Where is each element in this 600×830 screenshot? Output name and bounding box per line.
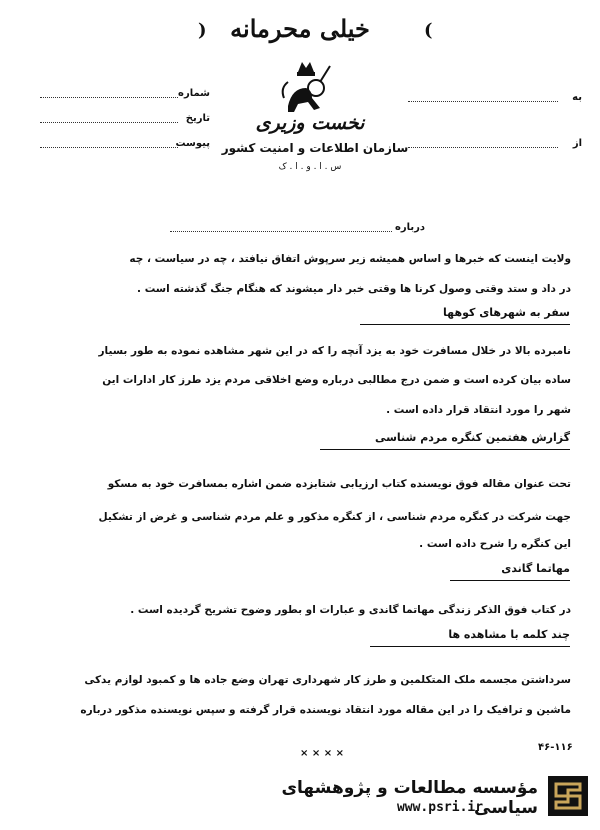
body-line: در کتاب فوق الذکر زندگی مهاتما گاندی و عبارات او بطور وضوح تشریح گردیده است . [130, 604, 571, 616]
organization-name: سازمان اطلاعات و امنیت کشور [221, 141, 409, 155]
subject-line [170, 231, 392, 232]
paren-right: ( [424, 20, 433, 41]
ministry-name: نخست وزیری [255, 112, 365, 134]
number-line [40, 97, 178, 98]
document-number: ۴۶-۱۱۶ [538, 742, 573, 753]
heading-underline [360, 324, 570, 325]
paren-left: ) [198, 20, 207, 41]
from-line [408, 147, 558, 148]
heading-underline [450, 580, 570, 581]
from-label: از [572, 138, 582, 149]
body-line: ماشین و ترافیک را در این مقاله مورد انتقاد نویسنده قرار گرفته و سپس نویسنده مذکور درباره [80, 704, 571, 716]
body-line: در داد و ستد وقتی وصول کرنا ها وقتی خبر دار میشوند که هنگام جنگ گذشته است . [137, 283, 571, 295]
classification-title: خیلی محرمانه [230, 14, 370, 43]
body-line: نامبرده بالا در خلال مسافرت خود به یزد آنچه را که در این شهر مشاهده نموده به طور بسیار [98, 345, 571, 357]
section-heading: چند کلمه با مشاهده ها [448, 628, 570, 641]
body-line: این کنگره را شرح داده است . [419, 538, 571, 550]
body-line: تحت عنوان مقاله فوق نویسنده کتاب ارزیابی شتابزده ضمن اشاره بمسافرت خود به مسکو [107, 478, 571, 490]
subject-label: درباره [395, 222, 426, 233]
body-line: ولایت اینست که خبرها و اساس همیشه زیر سرپوش اتفاق نیافتد ، چه در سیاست ، چه [129, 253, 571, 265]
date-label: تاریخ [185, 113, 210, 124]
end-stars: × × × × [300, 748, 344, 759]
attachment-line [40, 147, 178, 148]
to-line [408, 101, 558, 102]
body-line: شهر را مورد انتقاد قرار داده است . [386, 404, 571, 416]
lion-and-sun-emblem-icon [276, 58, 336, 118]
number-label: شماره [178, 88, 210, 99]
institute-logo-icon [548, 776, 588, 816]
heading-underline [370, 646, 570, 647]
to-label: به [572, 92, 582, 103]
section-heading: سفر به شهرهای کوهها [443, 306, 570, 319]
institute-url[interactable]: www.psri.ir [396, 800, 484, 815]
institute-name: مؤسسه مطالعات و پژوهشهای سیاسی [281, 778, 538, 818]
body-line: سرداشتن مجسمه ملک المتکلمین و طرز کار شهرداری تهران وضع جاده ها و کمبود لوازم یدکی [84, 674, 571, 686]
section-heading: گزارش هفتمین کنگره مردم شناسی [374, 431, 570, 444]
heading-underline [320, 449, 570, 450]
section-heading: مهاتما گاندی [501, 562, 570, 575]
body-line: ساده بیان کرده است و ضمن درج مطالبی درباره وضع اخلاقی مردم یزد طرز کار ادارات این [102, 374, 571, 386]
body-line: جهت شرکت در کنگره مردم شناسی ، از کنگره مذکور و علم مردم شناسی و غرض از تشکیل [98, 511, 571, 523]
organization-code: س . ا . و . ا . ک [278, 162, 342, 172]
attachment-label: پیوست [175, 138, 210, 149]
date-line [40, 122, 178, 123]
